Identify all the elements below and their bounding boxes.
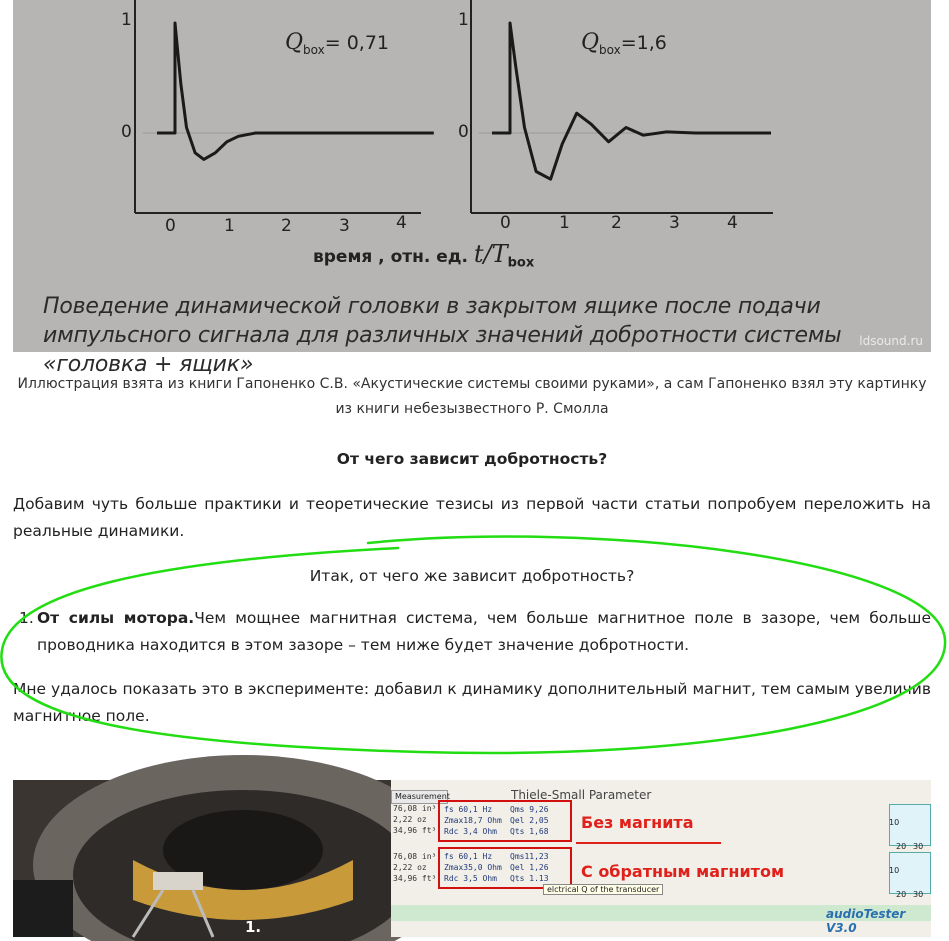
left-value: 76,08 in³ (393, 804, 437, 813)
left-y-tick-0: 0 (121, 122, 132, 142)
params-box-with-magnet (438, 847, 572, 889)
left-chart-title (285, 30, 389, 57)
mini-label: 30 (913, 890, 924, 899)
x-axis-label-text: время , отн. ед. (313, 247, 468, 267)
left-value: 34,96 ft³ (393, 874, 437, 883)
param-qel: Qel 1,26 (510, 863, 549, 872)
q-sub: box (303, 42, 325, 57)
right-x-tick-4: 4 (727, 213, 738, 233)
right-x-tick-3: 3 (669, 213, 680, 233)
watermark: ldsound.ru (859, 334, 923, 348)
list-item-number: 1. (19, 609, 34, 627)
mini-label: 20 (896, 842, 907, 851)
list-item-bold: От силы мотора. (37, 609, 195, 627)
mini-label: 30 (913, 842, 924, 851)
left-value: 2,22 oz (393, 863, 427, 872)
left-value: 34,96 ft³ (393, 826, 437, 835)
param-qms: Qms 9,26 (510, 805, 549, 814)
mini-label: 10 (889, 818, 900, 827)
scan-caption: Поведение динамической головки в закрытом ящике после подачи импульсного сигнала для различных значений добротности системы «головка + ящик» (43, 294, 842, 377)
section-heading: От чего зависит добротность? (336, 450, 608, 468)
param-qts: Qts 1,68 (510, 827, 549, 836)
left-x-tick-2: 2 (281, 216, 292, 236)
right-x-tick-0: 0 (500, 213, 511, 233)
param-qts: Qts 1.13 (510, 874, 549, 883)
x-axis-sub: box (507, 255, 535, 271)
q-left-value: = 0,71 (324, 32, 390, 54)
right-y-tick-1: 1 (458, 10, 469, 30)
book-scan-image (13, 0, 931, 377)
left-x-tick-0: 0 (165, 216, 176, 236)
param-rdc: Rdc 3,4 Ohm (444, 827, 497, 836)
x-axis-label (313, 240, 534, 270)
left-x-tick-3: 3 (339, 216, 350, 236)
right-chart-title (581, 30, 667, 57)
question-line: Итак, от чего же зависит добротность? (309, 567, 635, 585)
list-item (37, 605, 931, 659)
red-divider (576, 842, 721, 844)
label-with-magnet: С обратным магнитом (581, 862, 785, 881)
factor-list (13, 605, 931, 659)
photo-label: 1. (245, 918, 262, 936)
q-symbol: Q (581, 30, 600, 55)
left-value: 2,22 oz (393, 815, 427, 824)
param-rdc: Rdc 3,5 Ohm (444, 874, 497, 883)
param-qel: Qel 2,05 (510, 816, 549, 825)
q-right-value: =1,6 (620, 32, 667, 54)
q-sub: box (599, 42, 621, 57)
left-value: 76,08 in³ (393, 852, 437, 861)
param-fs: fs 60,1 Hz (444, 805, 493, 814)
params-box-no-magnet (438, 800, 572, 842)
speaker-drawing (13, 780, 391, 937)
label-no-magnet: Без магнита (581, 813, 694, 832)
tooltip: elctrical Q of the transducer (543, 884, 663, 895)
left-x-tick-4: 4 (396, 213, 407, 233)
right-x-tick-2: 2 (611, 213, 622, 233)
paragraph-intro: Добавим чуть больше практики и теоретические тезисы из первой части статьи попробуем переложить на реальные динамики. (13, 495, 931, 540)
audiotester-screenshot (391, 780, 931, 937)
paragraph-experiment: Мне удалось показать это в эксперименте: добавил к динамику дополнительный магнит, тем самым увеличив магнитное поле. (13, 680, 931, 725)
param-zmax: Zmax18,7 Ohm (444, 816, 502, 825)
mini-label: 20 (896, 890, 907, 899)
list-item-text: Чем мощнее магнитная система, чем больше магнитное поле в зазоре, чем больше проводника находится в этом зазоре – тем ниже будет значение добротности. (37, 609, 932, 654)
app-name: audioTester V3.0 (826, 907, 906, 935)
measurement-tab[interactable]: Measurement (391, 790, 448, 804)
left-y-tick-1: 1 (121, 10, 132, 30)
q-symbol: Q (285, 30, 304, 55)
param-qms: Qms11,23 (510, 852, 549, 861)
mini-label: 10 (889, 866, 900, 875)
left-x-tick-1: 1 (224, 216, 235, 236)
right-x-tick-1: 1 (559, 213, 570, 233)
param-zmax: Zmax35,0 Ohm (444, 863, 502, 872)
image-caption: Иллюстрация взята из книги Гапоненко С.В. «Акустические системы своими руками», а сам Гапоненко взял эту картинку из книги небезызвестного Р. Смолла (17, 376, 927, 417)
param-fs: fs 60,1 Hz (444, 852, 493, 861)
right-y-tick-0: 0 (458, 122, 469, 142)
x-axis-formula: t/T (473, 240, 508, 268)
ts-parameter-title: Thiele-Small Parameter (511, 788, 652, 802)
speaker-photo (13, 780, 391, 937)
